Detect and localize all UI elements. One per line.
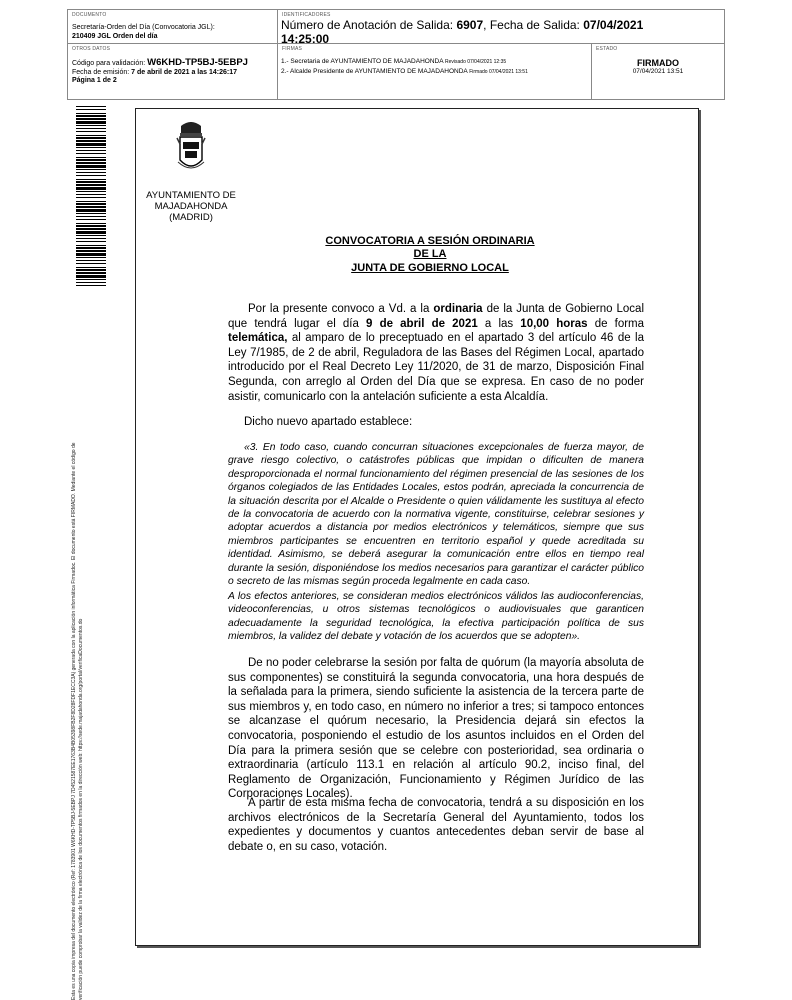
paragraph-quorum: De no poder celebrarse la sesión por falta de quórum (la mayoría absoluta de sus componentes) se constituirá la segunda convocatoria, una hora después de la señalada para la primera, siendo suficiente la asistencia de la tercera parte de sus miembros y, en todo caso, en número no inferior a tres; si tampoco entonces se alcanzase el quórum necesario, la Presidencia dejará sin efectos la convocatoria, posponiendo el estudio de los asuntos incluidos en el Orden del Día para la primera sesión que se celebre con posterioridad, sea ordinaria o extraordinaria (artículo 113.1 en relación al artículo 90.2, inciso final, del Reglamento de Organización, Funcionamiento y Régimen Jurídico de las Corporaciones Locales). (228, 657, 644, 801)
ident-date: 07/04/2021 (583, 18, 644, 32)
ident-num: 6907 (456, 18, 484, 32)
p1-i: al amparo de lo preceptuado en el apartado 3 del artículo 46 de la Ley 7/1985, de 2 de abril, Reguladora de las Bases del Régimen Local, apartado introducido por el Real Decreto Ley 11/2020, de 31 de marzo, Disposición Final Segunda, con arreglo al Orden del Día que se expresa. En caso de no poder asistir, comunicarlo con la antelación suficiente a esta Alcaldía. (228, 332, 644, 403)
p1-g: de forma (587, 317, 645, 330)
p1-a: Por la presente convoco a Vd. a la (248, 303, 434, 315)
org-line3: (MADRID) (169, 212, 213, 223)
p1-d: 9 de abril de 2021 (366, 317, 478, 330)
p1-b: ordinaria (433, 303, 483, 315)
side-verification-text (71, 300, 85, 1000)
otros-label: OTROS DATOS (72, 46, 111, 52)
documento-line1: Secretaría-Orden del Día (Convocatoria JGL): (72, 24, 215, 31)
quote-paragraph-1: «3. En todo caso, cuando concurran situaciones excepcionales de fuerza mayor, de grave riesgo colectivo, o catástrofes públicas que impidan o dificulten de manera desproporcionada el normal funcionamiento del régimen presencial de las sesiones de los órganos colegiados de las Entidades Locales, estos podrán, apreciada la concurrencia de la situación descrita por el Alcalde o Presidente o quien válidamente les sustituya al efecto de la convocatoria de acuerdo con la normativa vigente, constituirse, celebrar sesiones y adoptar acuerdos a distancia por medios electrónicos y telemáticos, siempre que sus miembros participantes se encuentren en territorio español y quede acreditada su identidad. Asimismo, se deberá asegurar la comunicación entre ellos en tiempo real durante la sesión, disponiéndose los medios necesarios para garantizar el carácter público o secreto de las mismas según proceda legalmente en cada caso. (228, 442, 644, 588)
ident-label: IDENTIFICADORES (282, 12, 331, 18)
header-estado (591, 43, 725, 100)
p1-e: a las (477, 317, 521, 330)
p1-f: 10,00 horas (520, 317, 588, 330)
ident-prefix1: Número de Anotación de Salida: (281, 18, 457, 32)
estado-date: 07/04/2021 13:51 (632, 68, 684, 75)
codigo-label: Código para validación: (72, 60, 148, 67)
p1-c: de la Junta de Gobierno Local que tendrá lugar el día (228, 303, 645, 330)
org-name (140, 190, 242, 223)
paragraph-dicho: Dicho nuevo apartado establece: (244, 416, 413, 428)
documento-label: DOCUMENTO (72, 12, 107, 18)
side-line2: verificación puede comprobar la validez de la firma electrónica de los documentos firmados en la dirección web: https://sede.majadahonda.org/portal/verificaDocumentos.do (78, 618, 84, 1000)
emision-label: Fecha de emisión: (72, 68, 132, 76)
header-documento (67, 9, 278, 44)
firma2: 2.- Alcalde Presidente de AYUNTAMIENTO DE MAJADAHONDA (281, 68, 468, 75)
header-firmas (277, 43, 592, 100)
estado-value: FIRMADO (637, 58, 679, 68)
paragraph-convocatoria (228, 302, 644, 404)
pagina: Página 1 de 2 (72, 77, 117, 84)
header-otros-datos (67, 43, 278, 100)
emision-value: 7 de abril de 2021 a las 14:26:17 (131, 68, 238, 76)
codigo-value: W6KHD-TP5BJ-5EBPJ (147, 57, 248, 68)
document-title (228, 235, 632, 275)
title-line3: JUNTA DE GOBIERNO LOCAL (351, 261, 509, 274)
title-line2: DE LA (413, 248, 447, 261)
firmas-label: FIRMAS (282, 46, 303, 52)
firma2-small: Firmado 07/04/2021 13:51 (469, 69, 528, 75)
header-identificadores (277, 9, 725, 44)
firma1-small: Revisado 07/04/2021 12:35 (445, 59, 507, 65)
org-line2: MAJADAHONDA (154, 201, 228, 212)
quote-paragraph-2: A los efectos anteriores, se consideran medios electrónicos válidos las audioconferencias, videoconferencias, u otros sistemas tecnológicos o audiovisuales que garanticen adecuadamente la seguridad tecnológica, la efectiva participación política de sus miembros, la validez del debate y votación de los acuerdos que se adopten». (228, 591, 644, 643)
ident-prefix2: , Fecha de Salida: (483, 18, 584, 32)
coat-of-arms-icon (174, 120, 208, 176)
barcode-icon (76, 106, 106, 286)
ident-time: 14:25:00 (281, 32, 330, 46)
p1-h: telemática, (228, 332, 288, 345)
firma1: 1.- Secretaria de AYUNTAMIENTO DE MAJADAHONDA (281, 58, 444, 65)
documento-line2: 210409 JGL Orden del día (72, 32, 158, 40)
side-line1: Esta es una copia impresa del documento electrónico (Ref: 1783901 W6KHD-TP5BJ-5EBPJ 7D4521587EE1763B4B05398FB2F8D28FDF1ECC3A) generada con la aplicación informática Firmadoc. El documento está FIRMADO. Mediante el código de (71, 442, 77, 1000)
estado-label: ESTADO (596, 46, 618, 52)
title-line1: CONVOCATORIA A SESIÓN ORDINARIA (325, 235, 535, 247)
org-line1: AYUNTAMIENTO DE (146, 190, 236, 201)
paragraph-documentacion: A partir de esta misma fecha de convocatoria, tendrá a su disposición en los archivos electrónicos de la Secretaría General del Ayuntamiento, todos los expedientes y documentos y cuantos antecedentes deban servir de base al debate o, en su caso, votación. (228, 797, 644, 853)
